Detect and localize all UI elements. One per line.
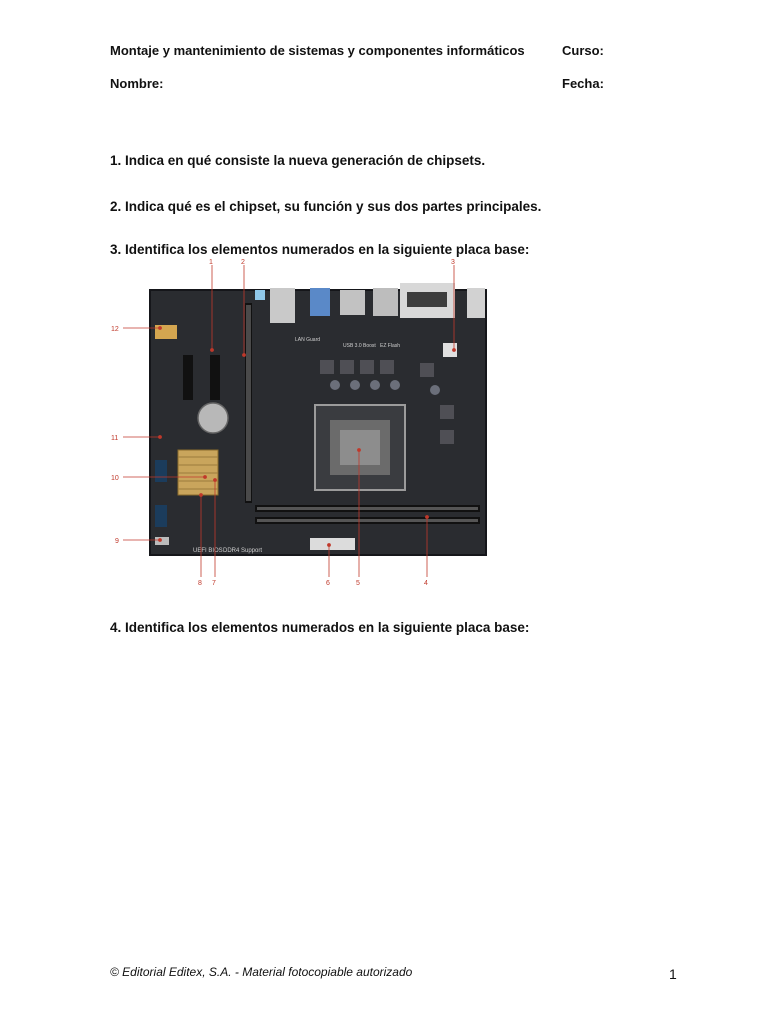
board-label-ezflash: EZ Flash: [380, 343, 401, 349]
board-label-languard: LAN Guard: [295, 337, 321, 343]
callout-4: 4: [424, 580, 428, 587]
page-number: 1: [669, 966, 677, 982]
fecha-label: Fecha:: [562, 76, 604, 91]
callout-9: 9: [115, 538, 119, 545]
callout-5: 5: [356, 580, 360, 587]
question-2: 2. Indica qué es el chipset, su función y sus dos partes principales.: [110, 199, 542, 214]
board-label-ddr4: DDR4 Support: [223, 548, 263, 554]
callout-11: 11: [111, 435, 119, 442]
motherboard-figure: [105, 255, 500, 590]
question-4: 4. Identifica los elementos numerados en la siguiente placa base:: [110, 620, 530, 635]
callout-8: 8: [198, 580, 202, 587]
curso-label: Curso:: [562, 43, 604, 58]
callout-6: 6: [326, 580, 330, 587]
board-label-uefi: UEFI BIOS: [193, 548, 223, 554]
callout-3: 3: [451, 259, 455, 266]
callout-2: 2: [241, 259, 245, 266]
course-title: Montaje y mantenimiento de sistemas y componentes informáticos: [110, 43, 525, 58]
callout-12: 12: [111, 326, 119, 333]
question-3: 3. Identifica los elementos numerados en la siguiente placa base:: [110, 242, 530, 257]
callout-1: 1: [209, 259, 213, 266]
nombre-label: Nombre:: [110, 76, 164, 91]
callout-10: 10: [111, 475, 119, 482]
board-label-usb-boost: USB 3.0 Boost: [343, 343, 376, 349]
question-1: 1. Indica en qué consiste la nueva generación de chipsets.: [110, 153, 486, 168]
motherboard-image: [105, 255, 500, 590]
footer-copyright: © Editorial Editex, S.A. - Material fotocopiable autorizado: [110, 965, 413, 979]
callout-7: 7: [212, 580, 216, 587]
